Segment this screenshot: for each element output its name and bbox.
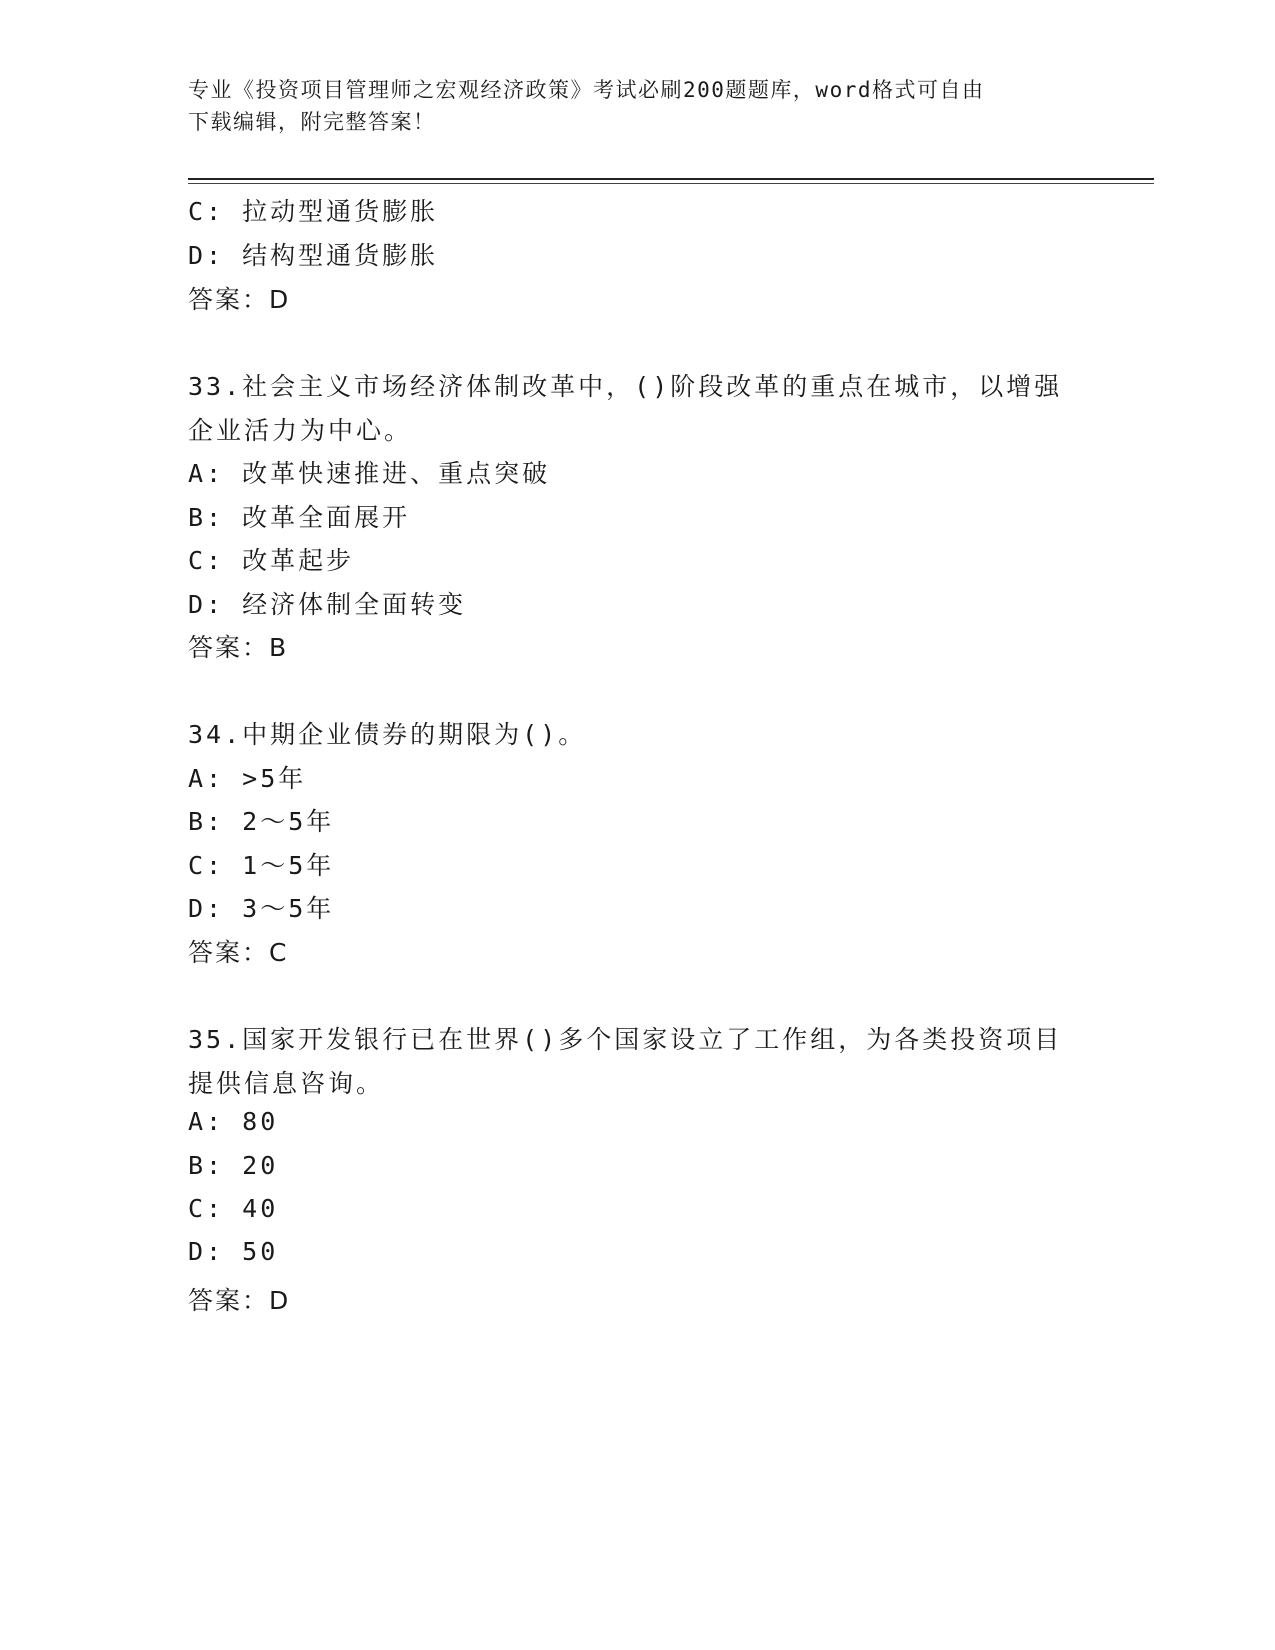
option-key: D: [188,1237,225,1266]
option-text: 改革全面展开 [242,503,411,532]
option-a [188,759,306,795]
option-a [188,454,550,490]
option-text: 20 [242,1151,279,1180]
answer-line [188,933,286,969]
question-stem: 34.中期企业债券的期限为()。 [188,720,587,749]
option-text: 改革起步 [242,546,355,575]
option-d [188,889,334,925]
answer-line [188,1281,288,1317]
header-line-1: 专业《投资项目管理师之宏观经济政策》考试必刷200题题库，word格式可自由 [188,78,985,102]
option-text: 50 [242,1237,279,1266]
answer-line [188,280,288,316]
option-c [188,1194,278,1223]
option-text: 40 [242,1194,279,1223]
option-text: 结构型通货膨胀 [242,241,439,270]
option-key: B: [188,1151,225,1180]
header-divider-thin [188,183,1154,184]
option-text: 2～5年 [242,807,335,836]
option-text: 3～5年 [242,894,335,923]
option-text: 1～5年 [242,851,335,880]
option-c [188,192,438,228]
option-b [188,1151,278,1180]
option-d [188,1237,278,1266]
option-key: A: [188,764,225,793]
header-divider-thick [188,178,1154,180]
option-c [188,541,354,577]
option-text: 改革快速推进、重点突破 [242,459,551,488]
option-a [188,1107,278,1136]
option-key: A: [188,1107,225,1136]
question-stem-continued: 提供信息咨询。 [188,1069,385,1098]
option-d [188,236,438,272]
option-key: C: [188,197,225,226]
answer-label: 答案： [188,1286,270,1315]
document-header [188,74,1088,138]
option-text: 拉动型通货膨胀 [242,197,439,226]
option-key: A: [188,459,225,488]
option-text: >5年 [242,764,307,793]
question-stem: 33.社会主义市场经济体制改革中，()阶段改革的重点在城市，以增强 [188,372,1063,401]
answer-label: 答案： [188,938,270,967]
option-key: C: [188,546,225,575]
option-key: B: [188,807,225,836]
header-line-2: 下载编辑，附完整答案！ [188,110,436,134]
option-b [188,802,334,838]
question-stem-continued: 企业活力为中心。 [188,416,413,445]
answer-value: D [269,1286,289,1315]
option-text: 80 [242,1107,279,1136]
answer-line [188,628,286,664]
answer-label: 答案： [188,285,270,314]
option-text: 经济体制全面转变 [242,590,467,619]
option-key: D: [188,894,225,923]
answer-value: C [269,938,287,967]
option-c [188,846,334,882]
option-b [188,498,410,534]
option-key: C: [188,851,225,880]
option-key: D: [188,241,225,270]
answer-label: 答案： [188,633,270,662]
answer-value: B [269,633,287,662]
answer-value: D [269,285,289,314]
question-stem: 35.国家开发银行已在世界()多个国家设立了工作组，为各类投资项目 [188,1025,1063,1054]
option-d [188,585,466,621]
option-key: B: [188,503,225,532]
option-key: D: [188,590,225,619]
option-key: C: [188,1194,225,1223]
